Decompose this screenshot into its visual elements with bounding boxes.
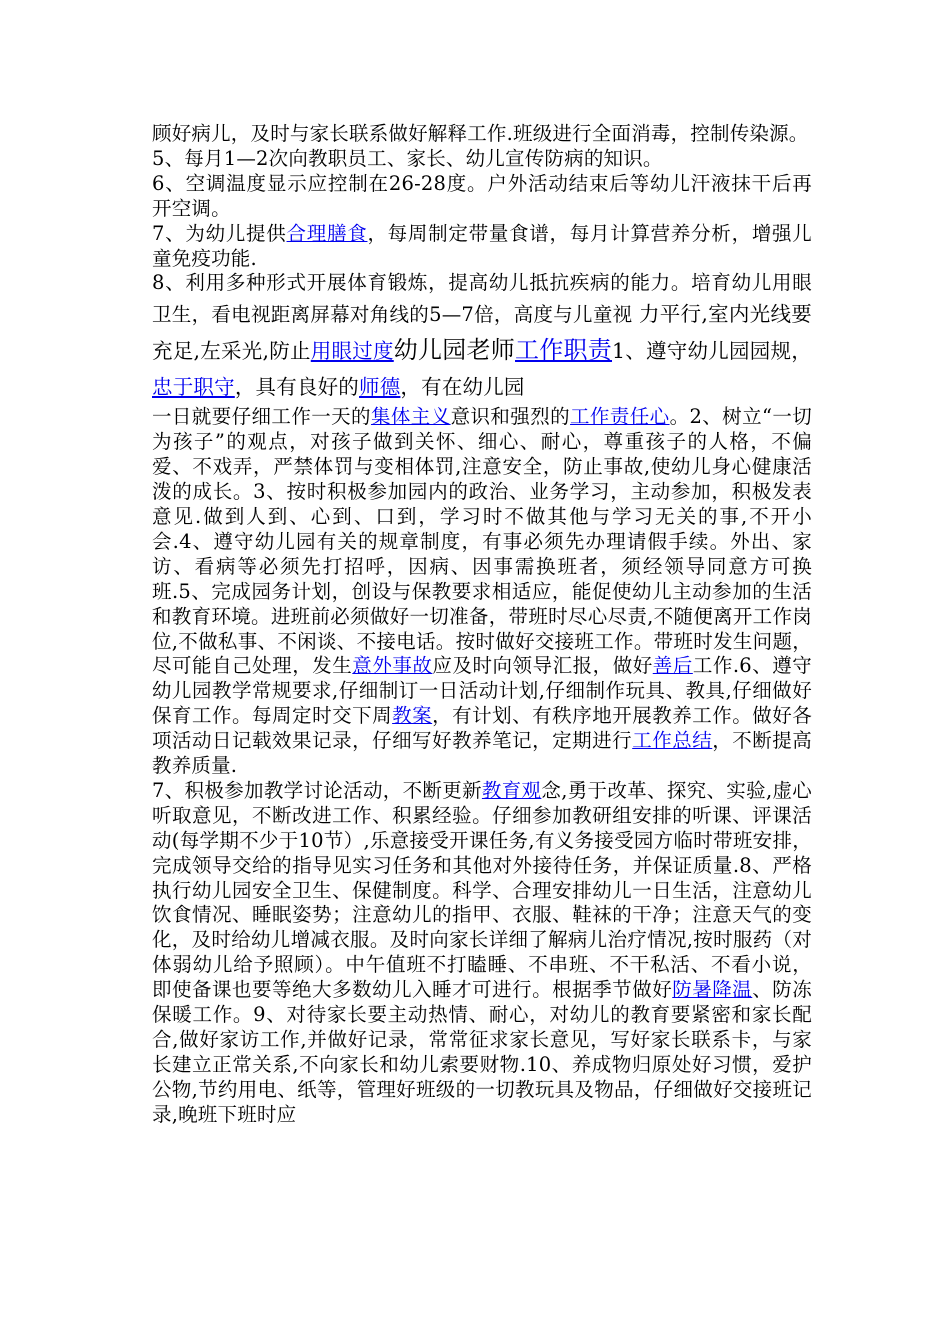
text-run: 7、为幼儿提供 [152, 221, 287, 245]
link-yiwai-shigu[interactable]: 意外事故 [352, 654, 433, 678]
paragraph-2 [152, 147, 812, 172]
text-run: 念,勇于改革、探究、实验,虚心听取意见，不断改进工作、积累经验。仔细参加教研组安排的听课、评课活动(每学期不少于10节）,乐意接受开课任务,有义务接受园方临时带班安排，完成领导交给的指导见实习任务和其他对外接待任务，并保证质量.8、严格执行幼儿园安全卫生、保健制度。科学、合理安排幼儿一日生活，注意幼儿饮食情况、睡眠姿势；注意幼儿的指甲、衣服、鞋袜的干净；注意天气的变化，及时给幼儿增减衣服。及时向家长详细了解病儿治疗情况,按时服药（对体弱幼儿给予照顾）。中午值班不打瞌睡、不串班、不干私活、不看小说，即使备课也要等绝大多数幼儿入睡才可进行。根据季节做好 [152, 778, 812, 1002]
link-fangshu-jiangwen[interactable]: 防暑降温 [672, 978, 753, 1002]
paragraph-3 [152, 172, 812, 222]
paragraph-5 [152, 271, 812, 405]
text-run: ，有在幼儿园 [400, 375, 525, 400]
text-run: 力平行,室内光线要充足,左采光,防止 [152, 302, 812, 364]
text-run: 6、空调温度显示应控制在26-28度。户外活动结束后等幼儿汗液抹干后再开空调。 [152, 171, 812, 220]
document-body [152, 122, 812, 1128]
link-zhongyu-zhishou[interactable]: 忠于职守 [152, 375, 235, 400]
text-run: ，不断提高教养质量. [152, 729, 812, 778]
section-heading [394, 336, 612, 364]
paragraph-7 [152, 779, 812, 1128]
text-run: 意识和强烈的 [450, 405, 571, 429]
link-gongzuo-zongjie[interactable]: 工作总结 [632, 729, 713, 753]
paragraph-6 [152, 405, 812, 779]
link-gongzuo-zhize[interactable]: 工作职责 [515, 336, 613, 365]
link-shide[interactable]: 师德 [359, 375, 401, 400]
text-run: ，每周制定带量食谱，每月计算营养分析，增强儿童免疫功能. [152, 221, 812, 270]
link-jiti-zhuyi[interactable]: 集体主义 [370, 405, 451, 429]
link-shanhou[interactable]: 善后 [652, 654, 693, 678]
link-yongyan-guodu[interactable]: 用眼过度 [310, 339, 394, 364]
paragraph-4 [152, 222, 812, 272]
text-run: 、防冻保暖工作。9、对待家长要主动热情、耐心，对幼儿的教育要紧密和家长配合,做好家访工作,并做好记录，常常征求家长意见，写好家长联系卡，与家长建立正常关系,不向家长和幼儿索要财物.10、养成物归原处好习惯，爱护公物,节约用电、纸等，管理好班级的一切教玩具及物品，仔细做好交接班记录,晚班下班时应 [152, 978, 812, 1126]
text-run: 应及时向领导汇报，做好 [432, 654, 653, 678]
text-run: 5、每月1—2次向教职员工、家长、幼儿宣传防病的知识。 [152, 146, 663, 170]
heading-text: 幼儿园老师 [393, 336, 516, 365]
link-jiaoan[interactable]: 教案 [392, 704, 433, 728]
text-run: ，有计划、有秩序地开展教养工作。做好各项活动日记载效果记录，仔细写好教养笔记，定期进行 [152, 704, 812, 753]
text-run: 一日就要仔细工作一天的 [152, 405, 371, 429]
link-heli-shanshi[interactable]: 合理膳食 [286, 221, 368, 245]
text-run: 顾好病儿，及时与家长联系做好解释工作.班级进行全面消毒，控制传染源。 [152, 122, 809, 145]
text-run: ，具有良好的 [234, 375, 360, 400]
text-run: 8、利用多种形式开展体育锻炼，提高幼儿抵抗疾病的能力。培育幼儿用眼卫生，看电视距离屏幕对角线的5—7倍，高度与儿童视 [152, 271, 812, 327]
text-run: 1、遵守幼儿园园规， [612, 339, 812, 364]
text-run: 7、积极参加教学讨论活动，不断更新 [152, 778, 482, 802]
text-run: 。2、树立“一切为孩子”的观点，对孩子做到关怀、细心、耐心，尊重孩子的人格，不偏爱、不戏弄，严禁体罚与变相体罚,注意安全，防止事故,使幼儿身心健康活泼的成长。3、按时积极参加园内的政治、业务学习，主动参加，积极发表意见.做到人到、心到、口到，学习时不做其他与学习无关的事,不开小会.4、遵守幼儿园有关的规章制度，有事必须先办理请假手续。外出、家访、看病等必须先打招呼，因病、因事需换班者，须经领导同意方可换班.5、完成园务计划，创设与保教要求相适应，能促使幼儿主动参加的生活和教育环境。进班前必须做好一切准备，带班时尽心尽责,不随便离开工作岗位,不做私事、不闲谈、不接电话。按时做好交接班工作。带班时发生问题，尽可能自己处理，发生 [152, 405, 812, 678]
link-jiaoyu-guan[interactable]: 教育观 [481, 778, 542, 802]
link-gongzuo-zerenxin[interactable]: 工作责任心 [570, 405, 670, 429]
text-run: 工作.6、遵守幼儿园教学常规要求,仔细制订一日活动计划,仔细制作玩具、教具,仔细做好保育工作。每周定时交下周 [152, 654, 812, 728]
paragraph-1 [152, 122, 812, 147]
